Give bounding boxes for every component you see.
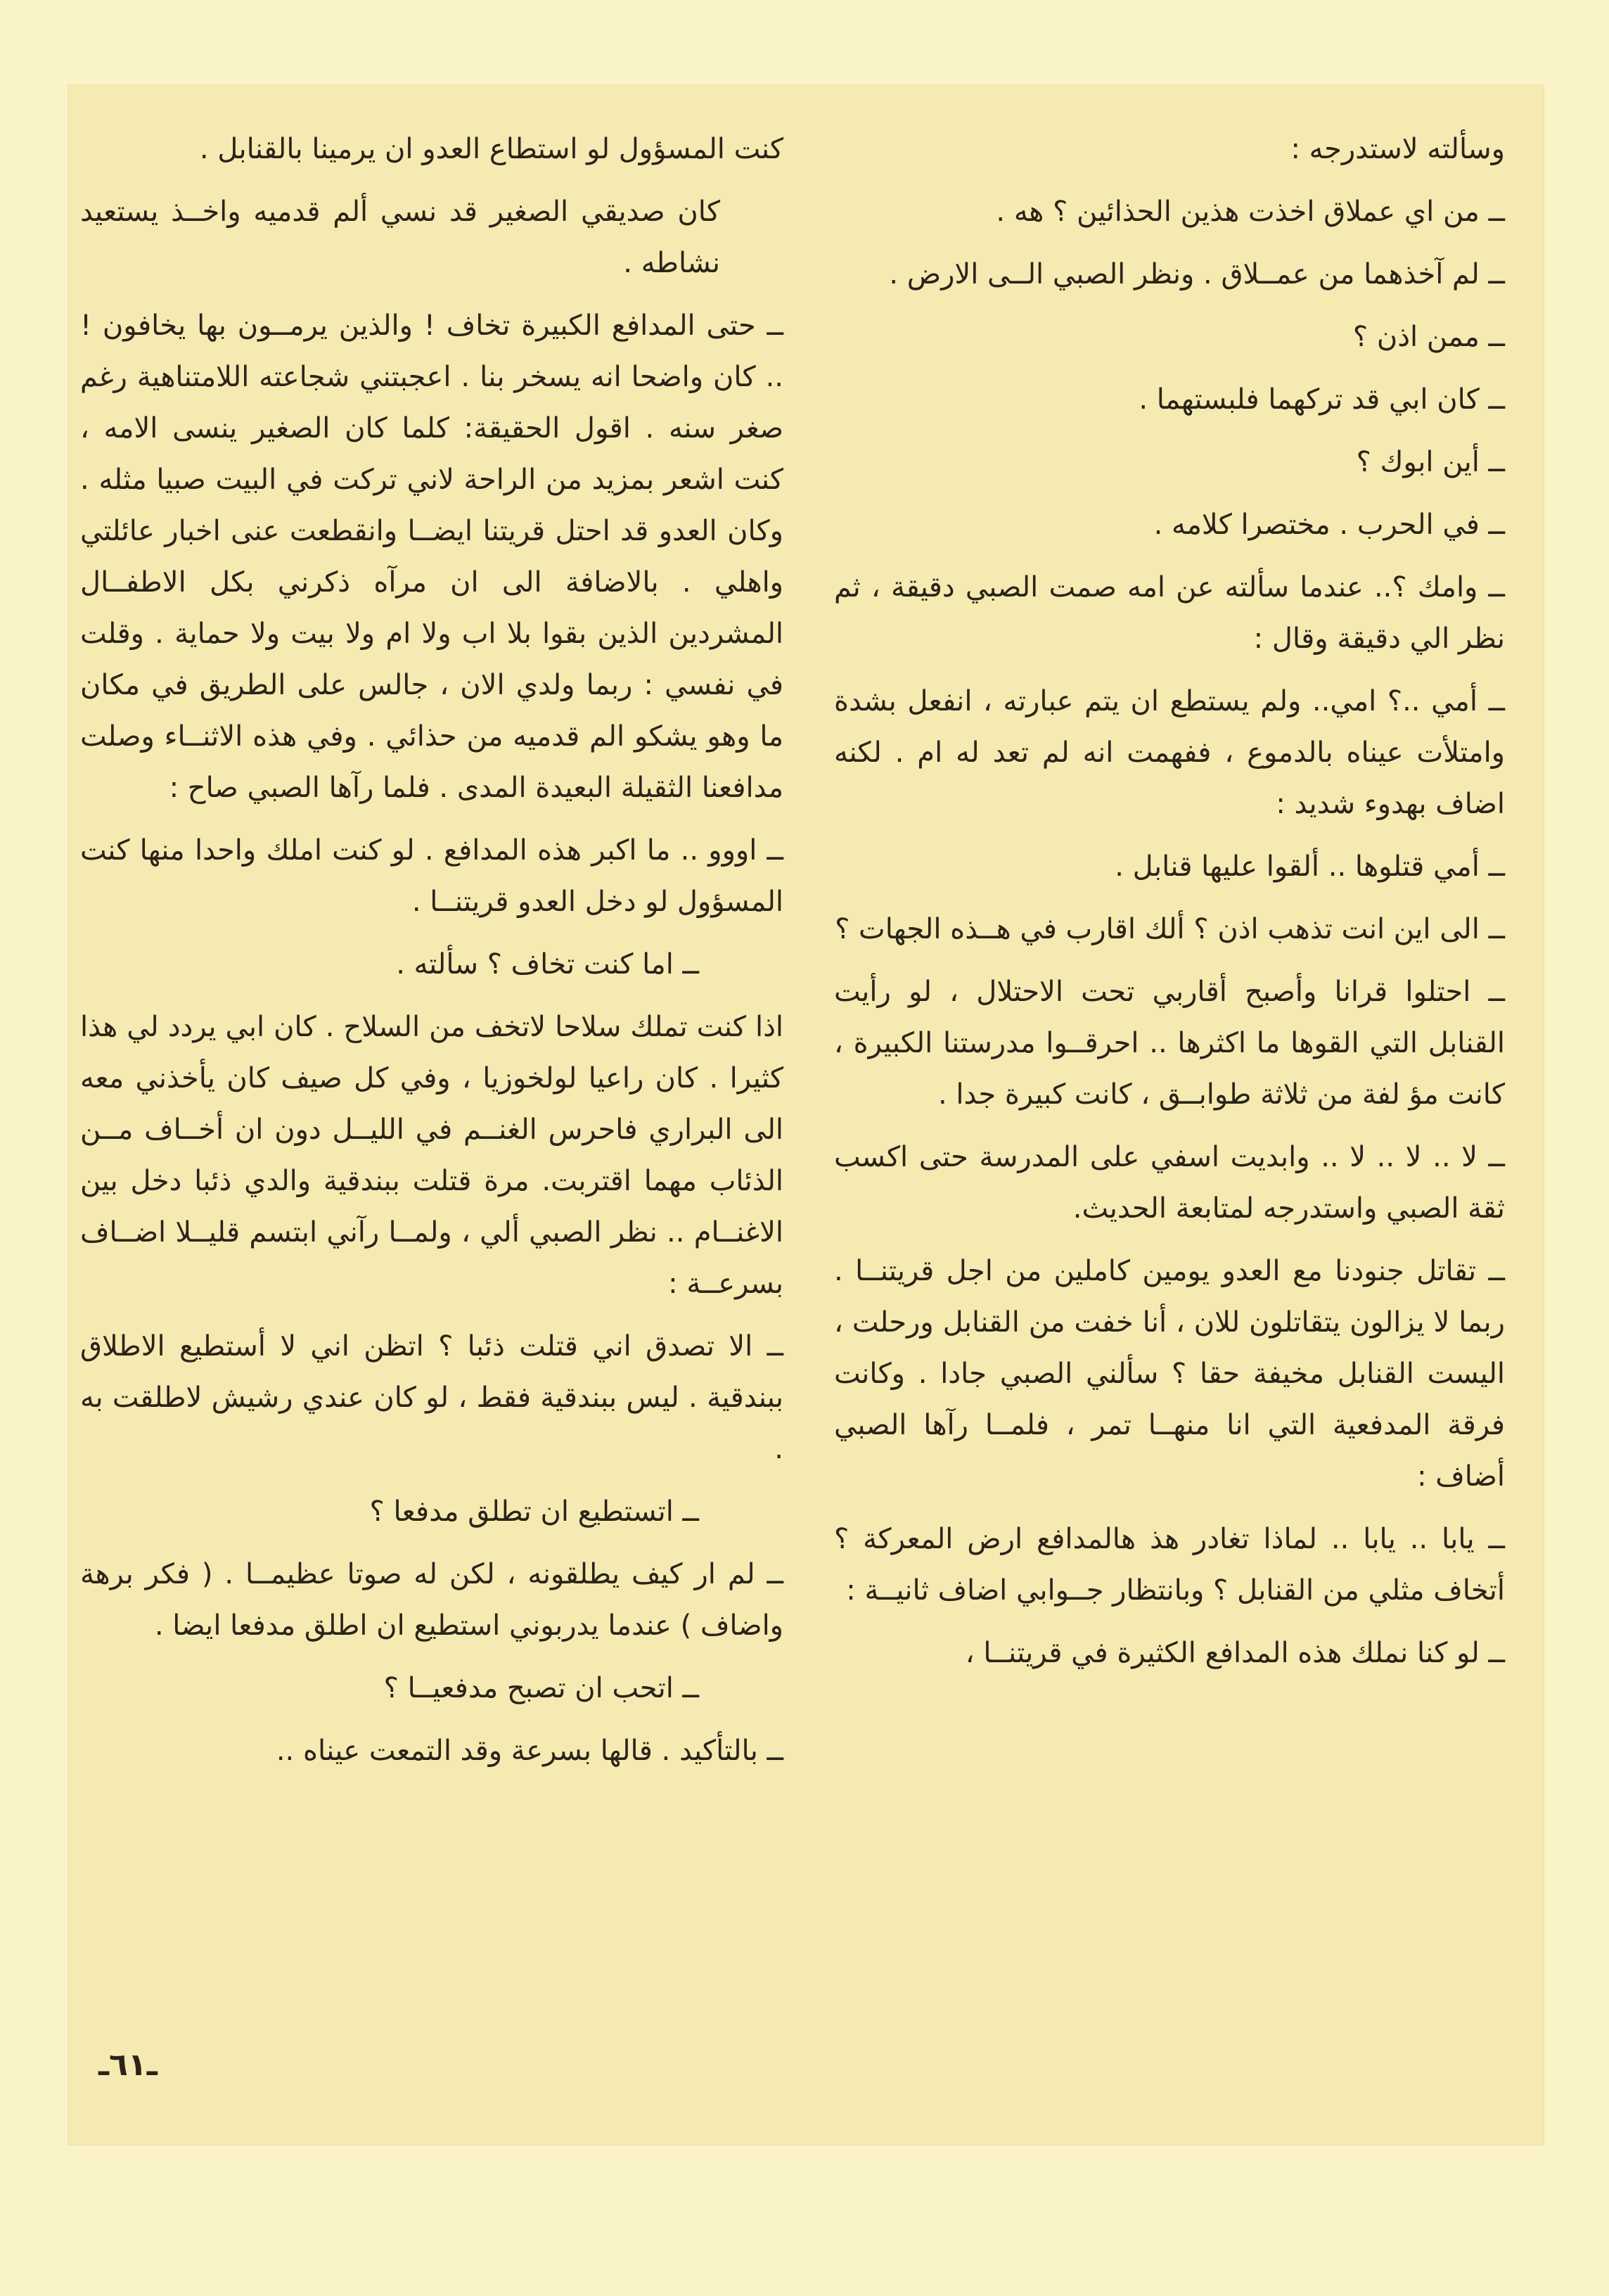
- paragraph: ــ ممن اذن ؟: [1352, 321, 1505, 353]
- paragraph: ــ في الحرب . مختصرا كلامه .: [1153, 509, 1505, 541]
- paragraph: ــ لم آخذهما من عمــلاق . ونظر الصبي الــى الارض .: [889, 258, 1505, 291]
- paragraph: ــ كان ابي قد تركهما فلبستهما .: [1139, 383, 1505, 416]
- paragraph: ــ لا .. لا .. لا .. وابديت اسفي على المدرسة حتى اكسب ثقة الصبي واستدرجه لمتابعة الحديث.: [834, 1141, 1505, 1225]
- paragraph: ــ اتستطيع ان تطلق مدفعا ؟: [369, 1495, 699, 1528]
- page: [68, 84, 1544, 2145]
- paragraph: ــ تقاتل جنودنا مع العدو يومين كاملين من اجل قريتنــا . ربما لا يزالون يتقاتلون للان ، أنا خفت من القنابل ورحلت ، اليست القنابل مخيفة حقا ؟ سألني الصبي جادا . وكانت فرقة المدفعية التي انا منهــا تمر ، فلمــا رآها الصبي أضاف :: [834, 1255, 1505, 1493]
- paragraph: ــ يابا .. يابا .. لماذا تغادر هذ هالمدافع ارض المعركة ؟ أتخاف مثلي من القنابل ؟ وبانتظار جــوابي اضاف ثانيــة :: [834, 1523, 1505, 1607]
- paragraph: وسألته لاستدرجه :: [1290, 133, 1505, 165]
- paragraph: ــ اتحب ان تصبح مدفعيــا ؟: [383, 1672, 699, 1704]
- paragraph: ــ بالتأكيد . قالها بسرعة وقد التمعت عيناه ..: [276, 1735, 783, 1767]
- left-column: [80, 124, 783, 1788]
- paragraph: كنت المسؤول لو استطاع العدو ان يرمينا بالقنابل .: [199, 133, 783, 165]
- paragraph: ــ الى اين انت تذهب اذن ؟ ألك اقارب في هــذه الجهات ؟: [835, 913, 1505, 945]
- paragraph: ــ أمي قتلوها .. ألقوا عليها قنابل .: [1115, 850, 1505, 883]
- paragraph: ــ من اي عملاق اخذت هذين الحذائين ؟ هه .: [996, 196, 1505, 228]
- paragraph: كان صديقي الصغير قد نسي ألم قدميه واخــذ يستعيد نشاطه .: [80, 196, 720, 279]
- paragraph: ــ الا تصدق اني قتلت ذئبا ؟ اتظن اني لا أستطيع الاطلاق ببندقية . ليس ببندقية فقط ، لو كان عندي رشيش لاطلقت به .: [80, 1330, 783, 1465]
- page-number: ـ٦١ـ: [98, 2047, 158, 2083]
- paragraph: ــ لم ار كيف يطلقونه ، لكن له صوتا عظيمــا . ( فكر برهة واضاف ) عندما يدربوني استطيع ان اطلق مدفعا ايضا .: [80, 1558, 783, 1642]
- paragraph: ــ احتلوا قرانا وأصبح أقاربي تحت الاحتلال ، لو رأيت القنابل التي القوها ما اكثرها .. احرقــوا مدرستنا الكبيرة ، كانت مؤ لفة من ثلاثة طوابــق ، كانت كبيرة جدا .: [834, 976, 1505, 1111]
- paragraph: ــ أين ابوك ؟: [1356, 446, 1505, 478]
- paragraph: ــ حتى المدافع الكبيرة تخاف ! والذين يرمــون بها يخافون ! .. كان واضحا انه يسخر بنا . اعجبتني شجاعته اللامتناهية رغم صغر سنه . اقول الحقيقة: كلما كان الصغير ينسى الامه ، كنت اشعر بمزيد من الراحة لاني تركت في البيت صبيا مثله . وكان العدو قد احتل قريتنا ايضــا وانقطعت عنى اخبار عائلتي واهلي . بالاضافة الى ان مرآه ذكرني بكل الاطفــال المشردين الذين بقوا بلا اب ولا ام ولا بيت ولا حماية . وقلت في نفسي : ربما ولدي الان ، جالس على الطريق في مكان ما وهو يشكو الم قدميه من حذائي . وفي هذه الاثنــاء وصلت مدافعنا الثقيلة البعيدة المدى . فلما رآها الصبي صاح :: [80, 310, 783, 804]
- paragraph: ــ اما كنت تخاف ؟ سألته .: [396, 948, 699, 981]
- paragraph: ــ اووو .. ما اكبر هذه المدافع . لو كنت املك واحدا منها كنت المسؤول لو دخل العدو قريتنــا .: [80, 834, 783, 918]
- paragraph: ــ أمي ..؟ امي.. ولم يستطع ان يتم عبارته ، انفعل بشدة وامتلأت عيناه بالدموع ، ففهمت انه لم تعد له ام . لكنه اضاف بهدوء شديد :: [834, 685, 1505, 820]
- paragraph: ــ لو كنا نملك هذه المدافع الكثيرة في قريتنــا ،: [965, 1637, 1505, 1669]
- right-column: [834, 124, 1505, 1690]
- paragraph: ــ وامك ؟.. عندما سألته عن امه صمت الصبي دقيقة ، ثم نظر الي دقيقة وقال :: [834, 571, 1505, 655]
- paragraph: اذا كنت تملك سلاحا لاتخف من السلاح . كان ابي يردد لي هذا كثيرا . كان راعيا لولخوزيا ، وفي كل صيف كان يأخذني معه الى البراري فاحرس الغنــم في الليــل دون ان أخــاف مــن الذئاب مهما اقتربت. مرة قتلت ببندقية والدي ذئبا دخل بين الاغنــام .. نظر الصبي ألي ، ولمــا رآني ابتسم قليــلا اضــاف بسرعــة :: [80, 1011, 783, 1300]
